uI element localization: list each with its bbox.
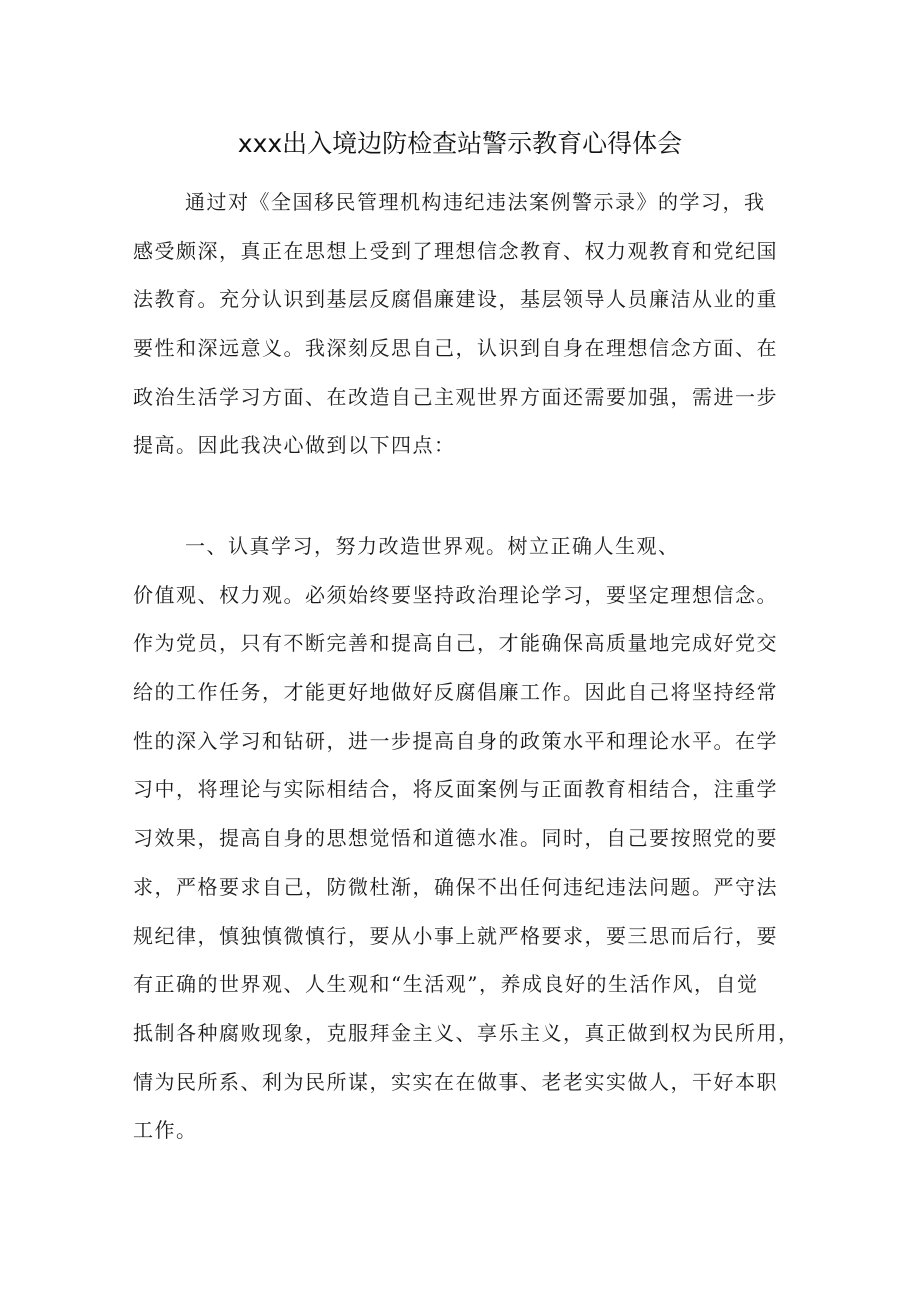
text-line: 有正确的世界观、人生观和“生活观”，养成良好的生活作风，自觉 — [133, 972, 759, 997]
text-line: 法教育。充分认识到基层反腐倡廉建设，基层领导人员廉洁从业的重 — [133, 287, 778, 312]
text-line: 要性和深远意义。我深刻反思自己，认识到自身在理想信念方面、在 — [133, 336, 778, 361]
document-title: xxx出入境边防检查站警示教育心得体会 — [237, 129, 683, 158]
text-line: 求，严格要求自己，防微杜渐，确保不出任何违纪违法问题。严守法 — [133, 874, 778, 899]
text-line: 情为民所系、利为民所谋，实实在在做事、老老实实做人，干好本职 — [133, 1069, 778, 1094]
text-line: 给的工作任务，才能更好地做好反腐倡廉工作。因此自己将坚持经常 — [133, 680, 778, 705]
paragraph-intro — [133, 178, 778, 470]
text-line: 工作。 — [133, 1118, 198, 1143]
text-line: 性的深入学习和钻研，进一步提高自身的政策水平和理论水平。在学 — [133, 728, 778, 753]
text-line: 规纪律，慎独慎微慎行，要从小事上就严格要求，要三思而后行，要 — [133, 923, 778, 948]
paragraph-point-one — [133, 522, 800, 1155]
text-line: 政治生活学习方面、在改造自己主观世界方面还需要加强，需进一步 — [133, 384, 778, 409]
text-line: 作为党员，只有不断完善和提高自己，才能确保高质量地完成好党交 — [133, 631, 778, 656]
text-line: 提高。因此我决心做到以下四点： — [133, 433, 456, 458]
text-line: 习效果，提高自身的思想觉悟和道德水准。同时，自己要按照党的要 — [133, 826, 778, 851]
text-line: 通过对《全国移民管理机构违纪违法案例警示录》的学习，我 — [185, 190, 766, 214]
text-line: 感受颇深，真正在思想上受到了理想信念教育、权力观教育和党纪国 — [133, 238, 778, 263]
text-line: 抵制各种腐败现象，克服拜金主义、享乐主义，真正做到权为民所用， — [133, 1020, 800, 1045]
text-line: 一、认真学习，努力改造世界观。树立正确人生观、 — [185, 534, 680, 558]
text-line: 习中，将理论与实际相结合，将反面案例与正面教育相结合，注重学 — [133, 777, 778, 802]
text-line: 价值观、权力观。必须始终要坚持政治理论学习，要坚定理想信念。 — [133, 582, 778, 607]
